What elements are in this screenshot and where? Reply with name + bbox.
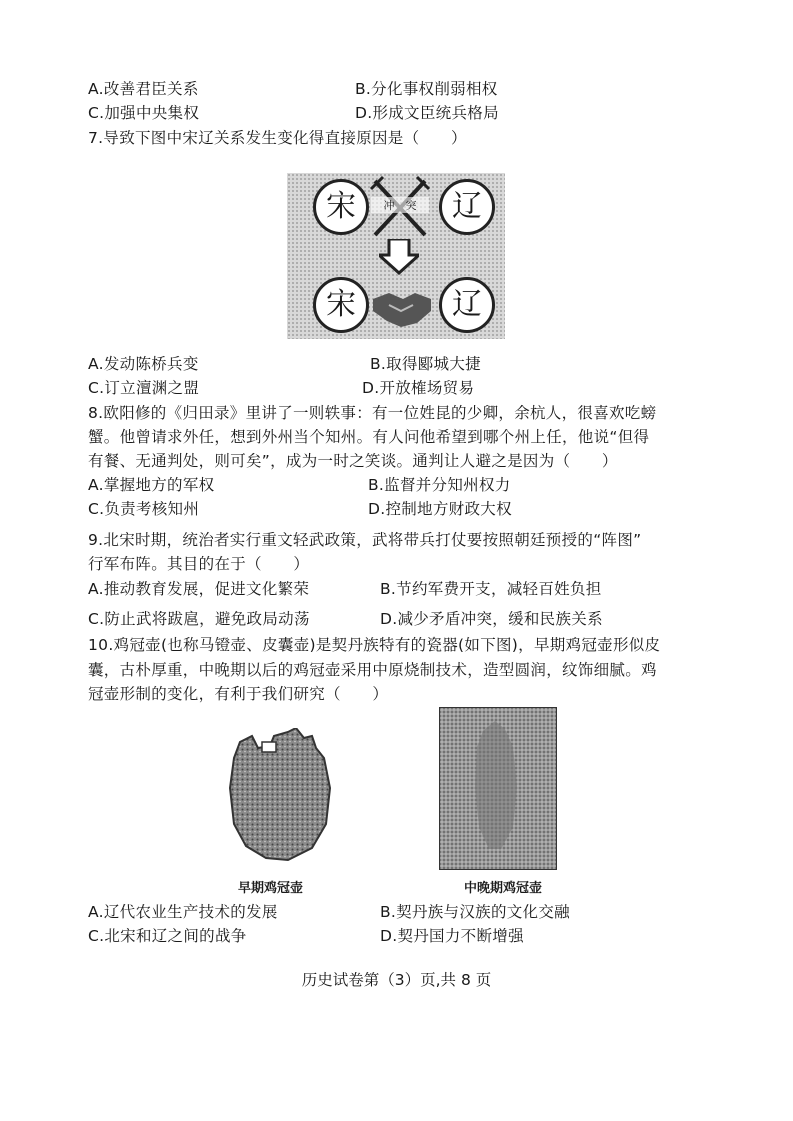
late-pot-caption: 中晚期鸡冠壶 xyxy=(464,881,543,896)
q7-option-a: A.发动陈桥兵变 xyxy=(88,355,199,373)
q9-option-d: D.减少矛盾冲突，缓和民族关系 xyxy=(380,610,603,628)
q7-option-d: D.开放榷场贸易 xyxy=(362,379,475,397)
page-footer: 历史试卷第（3）页,共 8 页 xyxy=(301,971,492,989)
late-cockscomb-pot-image xyxy=(439,707,557,870)
q7-song-liao-figure xyxy=(287,173,505,339)
down-arrow-icon xyxy=(379,239,419,275)
q6-option-a: A.改善君臣关系 xyxy=(88,80,199,98)
liao-circle-top: 辽 xyxy=(439,179,495,235)
q9-option-b: B.节约军费开支，减轻百姓负担 xyxy=(380,580,602,598)
song-circle-bottom: 宋 xyxy=(313,277,369,333)
q8-stem-line2: 蟹。他曾请求外任，想到外州当个知州。有人问他希望到哪个州上任，他说“但得 xyxy=(88,428,650,446)
q7-option-c: C.订立澶渊之盟 xyxy=(88,379,200,397)
q9-option-a: A.推动教育发展，促进文化繁荣 xyxy=(88,580,310,598)
q10-option-a: A.辽代农业生产技术的发展 xyxy=(88,903,278,921)
q7-option-b: B.取得郾城大捷 xyxy=(370,355,481,373)
liao-circle-bottom: 辽 xyxy=(439,277,495,333)
song-circle-top: 宋 xyxy=(313,179,369,235)
q10-option-b: B.契丹族与汉族的文化交融 xyxy=(380,903,570,921)
q8-option-b: B.监督并分知州权力 xyxy=(368,476,511,494)
q10-stem-line3: 冠壶形制的变化，有利于我们研究（ ） xyxy=(88,685,389,703)
early-cockscomb-pot-image xyxy=(226,728,332,862)
clash-label: 冲 突 xyxy=(371,197,429,213)
q8-option-d: D.控制地方财政大权 xyxy=(368,500,512,518)
q8-option-a: A.掌握地方的军权 xyxy=(88,476,215,494)
q9-option-c: C.防止武将跋扈，避免政局动荡 xyxy=(88,610,310,628)
q8-option-c: C.负责考核知州 xyxy=(88,500,200,518)
q7-stem: 7.导致下图中宋辽关系发生变化得直接原因是（ ） xyxy=(88,129,467,147)
q6-option-d: D.形成文臣统兵格局 xyxy=(355,104,499,122)
q6-option-b: B.分化事权削弱相权 xyxy=(355,80,498,98)
q10-option-d: D.契丹国力不断增强 xyxy=(380,927,524,945)
early-pot-caption: 早期鸡冠壶 xyxy=(238,881,304,896)
q10-stem-line1: 10.鸡冠壶(也称马镫壶、皮囊壶)是契丹族特有的瓷器(如下图)，早期鸡冠壶形似皮 xyxy=(88,636,661,654)
q10-stem-line2: 囊，古朴厚重，中晚期以后的鸡冠壶采用中原烧制技术，造型圆润，纹饰细腻。鸡 xyxy=(88,661,657,679)
q10-option-c: C.北宋和辽之间的战争 xyxy=(88,927,247,945)
handshake-icon xyxy=(371,285,433,329)
q8-stem-line3: 有餐、无通判处，则可矣”，成为一时之笑谈。通判让人避之是因为（ ） xyxy=(88,452,618,470)
q9-stem-line1: 9.北宋时期，统治者实行重文轻武政策，武将带兵打仗要按照朝廷预授的“阵图” xyxy=(88,531,642,549)
q8-stem-line1: 8.欧阳修的《归田录》里讲了一则轶事：有一位姓昆的少卿，余杭人，很喜欢吃螃 xyxy=(88,404,657,422)
q9-stem-line2: 行军布阵。其目的在于（ ） xyxy=(88,555,310,573)
q6-option-c: C.加强中央集权 xyxy=(88,104,200,122)
